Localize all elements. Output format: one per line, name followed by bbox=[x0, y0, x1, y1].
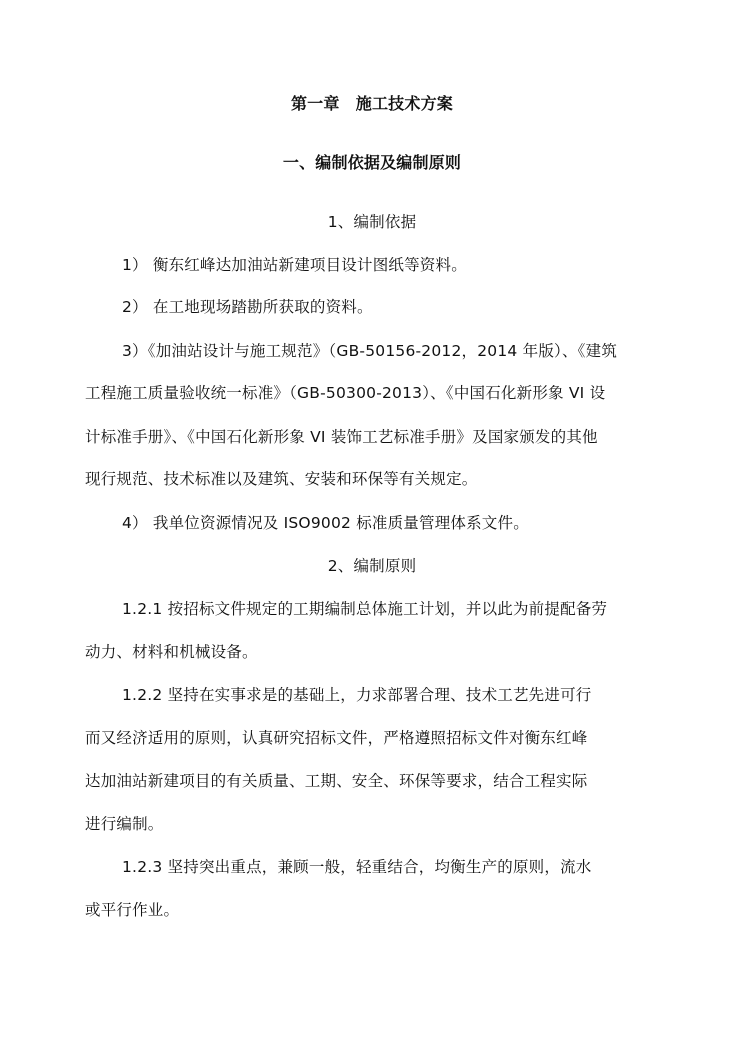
basis-item-1: 1） 衡东红峰达加油站新建项目设计图纸等资料。 bbox=[122, 256, 467, 274]
principle-1-2-1-line-2: 动力、材料和机械设备。 bbox=[85, 643, 258, 661]
principle-1-2-3-line-2: 或平行作业。 bbox=[85, 901, 180, 919]
chapter-title: 第一章 施工技术方案 bbox=[290, 94, 453, 113]
subsection-heading-basis: 1、编制依据 bbox=[327, 213, 417, 231]
principle-1-2-2-line-3: 达加油站新建项目的有关质量、工期、安全、环保等要求，结合工程实际 bbox=[85, 772, 588, 790]
principle-1-2-2-line-4: 进行编制。 bbox=[85, 815, 164, 833]
principle-1-2-3-line-1: 1.2.3 坚持突出重点，兼顾一般，轻重结合，均衡生产的原则，流水 bbox=[122, 858, 592, 876]
section-title: 一、编制依据及编制原则 bbox=[282, 153, 462, 172]
basis-item-3-line-4: 现行规范、技术标准以及建筑、安装和环保等有关规定。 bbox=[85, 470, 478, 488]
basis-item-2: 2） 在工地现场踏勘所获取的资料。 bbox=[122, 298, 373, 316]
principle-1-2-2-line-2: 而又经济适用的原则，认真研究招标文件，严格遵照招标文件对衡东红峰 bbox=[85, 729, 588, 747]
basis-item-3-line-1: 3）《加油站设计与施工规范》（GB-50156-2012，2014 年版）、《建筑 bbox=[122, 342, 618, 360]
principle-1-2-2-line-1: 1.2.2 坚持在实事求是的基础上，力求部署合理、技术工艺先进可行 bbox=[122, 686, 592, 704]
subsection-heading-principles: 2、编制原则 bbox=[327, 557, 417, 575]
principle-1-2-1-line-1: 1.2.1 按招标文件规定的工期编制总体施工计划，并以此为前提配备劳 bbox=[122, 600, 608, 618]
basis-item-3-line-2: 工程施工质量验收统一标准》（GB-50300-2013）、《中国石化新形象 VI 设 bbox=[85, 384, 606, 402]
basis-item-4: 4） 我单位资源情况及 ISO9002 标准质量管理体系文件。 bbox=[122, 514, 529, 532]
basis-item-3-line-3: 计标准手册》、《中国石化新形象 VI 装饰工艺标准手册》及国家颁发的其他 bbox=[85, 428, 598, 446]
